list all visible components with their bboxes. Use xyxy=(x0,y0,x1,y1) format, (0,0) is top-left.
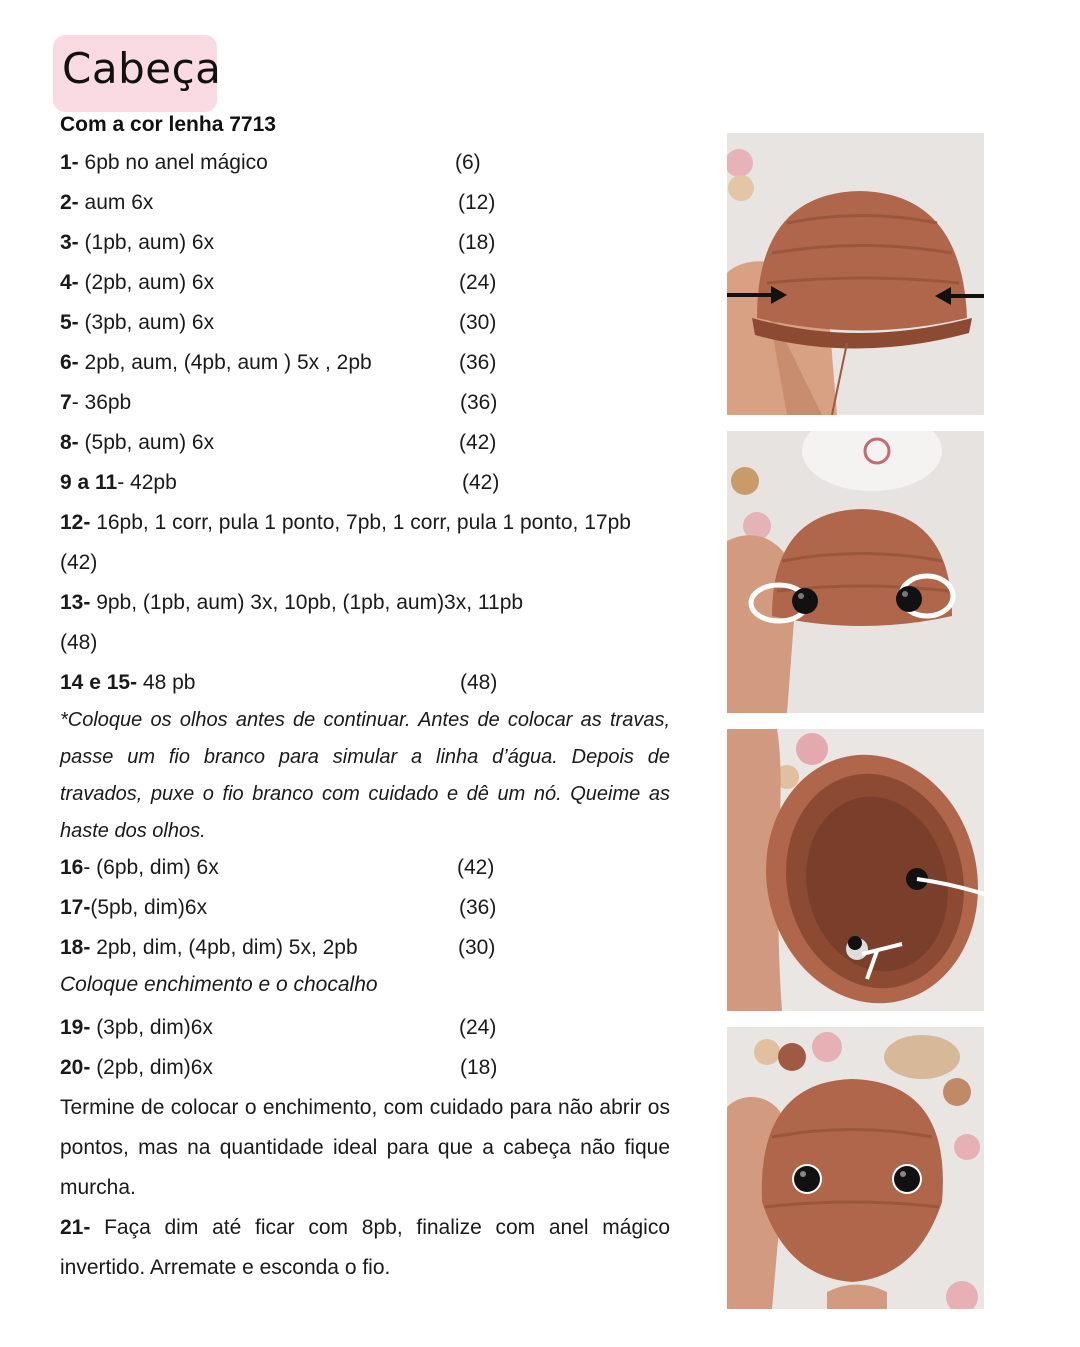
round-count: (6) xyxy=(455,151,481,174)
round-count: (30) xyxy=(458,936,496,959)
round-count: (42) xyxy=(457,856,495,879)
round-line: 18- 2pb, dim, (4pb, dim) 5x, 2pb xyxy=(60,936,358,959)
round-count: (18) xyxy=(460,1056,498,1079)
final-round: 21- Faça dim até ficar com 8pb, finalize com anel mágico invertido. Arremate e esconda o fio. xyxy=(60,1216,670,1279)
page-title: Cabeça xyxy=(62,44,222,93)
fill-note: Coloque enchimento e o chocalho xyxy=(60,973,378,996)
round-line: 12- 16pb, 1 corr, pula 1 ponto, 7pb, 1 corr, pula 1 ponto, 17pb xyxy=(60,511,631,534)
photo-head-inside xyxy=(727,729,984,1011)
finish-paragraph: Termine de colocar o enchimento, com cuidado para não abrir os pontos, mas na quantidade ideal para que a cabeça não fique murcha. xyxy=(60,1096,670,1199)
round-count: (36) xyxy=(460,391,498,414)
round-line: 1- 6pb no anel mágico xyxy=(60,151,268,174)
round-line: 17-(5pb, dim)6x xyxy=(60,896,208,919)
photo-head-finished xyxy=(727,1027,984,1309)
round-line: 9 a 11- 42pb xyxy=(60,471,177,494)
round-line: 20- (2pb, dim)6x xyxy=(60,1056,213,1079)
round-line: 2- aum 6x xyxy=(60,191,154,214)
round-line: 19- (3pb, dim)6x xyxy=(60,1016,213,1039)
round-count: (36) xyxy=(459,896,497,919)
round-count: (42) xyxy=(459,431,497,454)
round-count: (12) xyxy=(458,191,496,214)
round-line: 16- (6pb, dim) 6x xyxy=(60,856,219,879)
round-line: 13- 9pb, (1pb, aum) 3x, 10pb, (1pb, aum)3x, 11pb xyxy=(60,591,524,614)
round-line: 3- (1pb, aum) 6x xyxy=(60,231,215,254)
round-line: 7- 36pb xyxy=(60,391,132,414)
round-count: (18) xyxy=(458,231,496,254)
round-line: 14 e 15- 48 pb xyxy=(60,671,196,694)
photo-head-eyes xyxy=(727,431,984,713)
round-line: 6- 2pb, aum, (4pb, aum ) 5x , 2pb xyxy=(60,351,372,374)
round-count: (24) xyxy=(459,1016,497,1039)
photo-head-arrows xyxy=(727,133,984,415)
round-line: 4- (2pb, aum) 6x xyxy=(60,271,215,294)
round-count: (48) xyxy=(460,671,498,694)
eyes-note: *Coloque os olhos antes de continuar. Antes de colocar as travas, passe um fio branco para simular a linha d’água. Depois de travados, puxe o fio branco com cuidado e dê um nó. Queime as haste dos olhos. xyxy=(60,709,670,842)
round-count: (24) xyxy=(459,271,497,294)
round-count: (30) xyxy=(459,311,497,334)
round-count: (48) xyxy=(60,631,98,654)
subtitle: Com a cor lenha 7713 xyxy=(60,113,276,136)
round-count: (36) xyxy=(459,351,497,374)
round-line: 5- (3pb, aum) 6x xyxy=(60,311,215,334)
round-count: (42) xyxy=(60,551,98,574)
round-line: 8- (5pb, aum) 6x xyxy=(60,431,215,454)
round-count: (42) xyxy=(462,471,500,494)
